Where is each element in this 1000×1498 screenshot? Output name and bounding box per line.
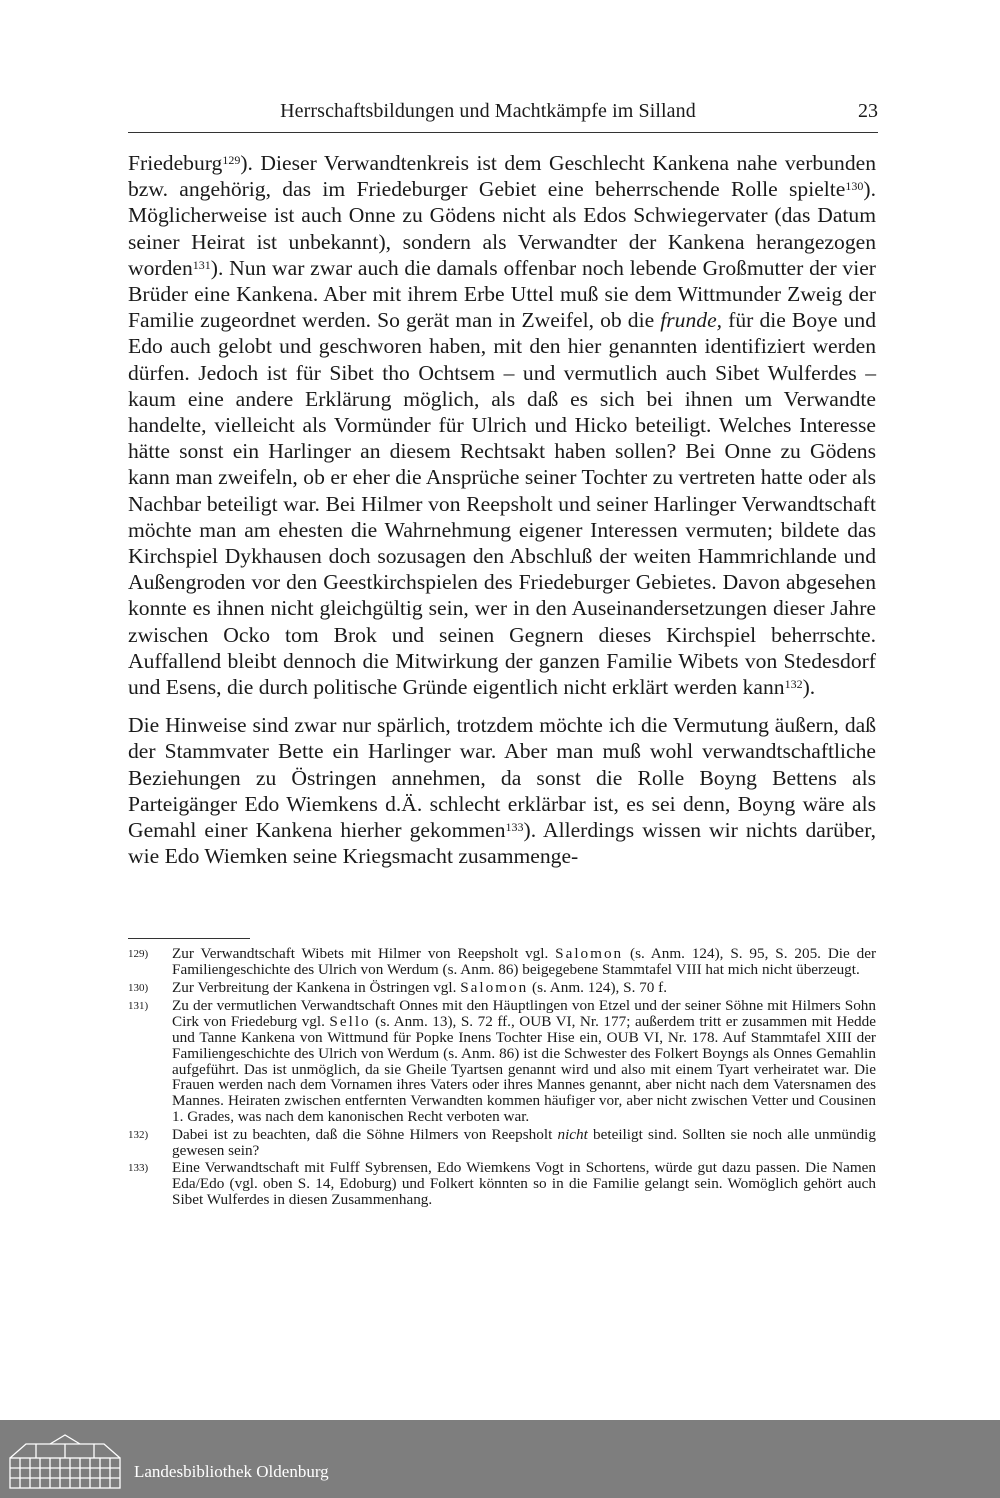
footnote-ref-132: 132 <box>784 677 803 692</box>
italic-term-nicht: nicht <box>557 1125 588 1143</box>
footnote-number: 129) <box>128 948 149 960</box>
footnote-ref-133: 133 <box>505 820 524 835</box>
footnote-131: 131) Zu der vermutlichen Verwandtschaft Onnes mit den Häuptlingen von Etzel und der seiner Söhne mit Hilmers Sohn Cirk von Friedeburg vgl. Sello (s. Anm. 13), S. 72 ff., OUB VI, Nr. 177; außerdem tritt er zusammen mit Hedde und Tanne Kankena von Wittmund für Popke Inens Tochter Hise ein, OUB VI, Nr. 178. Auf Stammtafel XIII der Familiengeschichte des Ulrich von Werdum (s. Anm. 86) ist die Schwester des Folkert Boyngs als Onnes Gemahlin aufgeführt. Das ist unmöglich, da sie Gheile Tyartsen genannt wird und also mit einem Tyart verheiratet war. Die Frauen werden nach dem Vornamen ihres Vaters oder ihres Mannes genannt, aber nicht nach dem Vatersnamen des Mannes. Heiraten zwischen entfernten Verwandten kommen häufiger vor, aber nicht zwischen Vetter und Cousinen 1. Grades, was nach dem kanonischen Recht verboten war. <box>128 997 876 1125</box>
footnote-129: 129) Zur Verwandtschaft Wibets mit Hilmer von Reepsholt vgl. Salomon (s. Anm. 124), S. 95, S. 205. Die der Familiengeschichte des Ulrich von Werdum (s. Anm. 86) beigegebene Stammtafel VIII hat mich nicht überzeugt. <box>128 945 877 978</box>
author-name: Sello <box>329 1013 371 1031</box>
running-header <box>128 98 878 133</box>
footnotes <box>128 946 876 1210</box>
footnote-130: 130) Zur Verbreitung der Kankena in Östringen vgl. Salomon (s. Anm. 124), S. 70 f. <box>128 978 668 996</box>
running-title: Herrschaftsbildungen und Machtkämpfe im Silland <box>280 100 696 122</box>
author-name: Salomon <box>555 945 624 962</box>
footnote-number: 133) <box>128 1162 149 1175</box>
page-number: 23 <box>858 100 878 122</box>
footnote-separator <box>128 938 250 939</box>
library-name: Landesbibliothek Oldenburg <box>134 1462 329 1481</box>
footnote-number: 131) <box>128 1000 149 1013</box>
library-building-icon <box>6 1434 124 1490</box>
main-text <box>128 150 876 869</box>
footnote-number: 130) <box>128 981 149 994</box>
author-name: Salomon <box>460 978 529 996</box>
footnote-ref-131: 131 <box>192 257 211 272</box>
paragraph-2: Die Hinweise sind zwar nur spärlich, trotzdem möchte ich die Vermutung äußern, daß der Stammvater Bette ein Harlinger war. Aber man muß wohl verwandtschaftliche Beziehungen zu Östringen annehmen, da sonst die Rolle Boyng Bettens als Parteigänger Edo Wiemkens d.Ä. schlecht erklärbar ist, es sei denn, Boyng wäre als Gemahl einer Kankena hierher gekommen$^{133}$). Allerdings wissen wir nichts darüber, wie Edo Wiemken seine Kriegsmacht zusammenge- <box>128 713 876 869</box>
paragraph-1: Friedeburg$^{129}$). Dieser Verwandtenkreis ist dem Geschlecht Kankena nahe verbunden bzw. angehörig, das im Friedeburger Gebiet eine beherrschende Rolle spielte$^{130}$). Möglicherweise ist auch Onne zu Gödens nicht als Edos Schwiegervater (das Datum seiner Heirat ist unbekannt), sondern als Verwandter der Kankena herangezogen worden$^{131}$). Nun war zwar auch die damals offenbar noch lebende Großmutter der vier Brüder eine Kankena. Aber mit ihrem Erbe Uttel muß sie dem Wittmunder Zweig der Familie zugeordnet werden. So gerät man in Zweifel, ob die frunde, für die Boye und Edo auch gelobt und geschworen haben, mit den hier genannten identifiziert werden dürfen. Jedoch ist für Sibet tho Ochtsem – und vermutlich auch Sibet Wulferdes – kaum eine andere Erklärung möglich, als daß es sich bei ihnen um Verwandte handelte, vielleicht als Vormünder für Ulrich und Hicko beteiligt. Welches Interesse hätte sonst ein Harlinger an diesem Rechtsakt haben sollen? Bei Onne zu Gödens kann man zweifeln, ob er eher die Ansprüche seiner Tochter zu vertreten hatte oder als Nachbar beteiligt war. Bei Hilmer von Reepsholt und seiner Harlinger Verwandtschaft möchte man am ehesten die Wahrnehmung eigener Interessen vermuten; bildete das Kirchspiel Dykhausen doch sozusagen den Abschluß der weiten Hammrichlande und Außengroden vor den Geestkirchspielen des Friedeburger Gebietes. Davon abgesehen konnte es ihnen nicht gleichgültig sein, wer in den Auseinandersetzungen dieser Jahre zwischen Ocko tom Brok und seinen Gegnern dieses Kirchspiel beherrschte. Auffallend bleibt dennoch die Mitwirkung der ganzen Familie Wibets von Stedesdorf und Esens, die durch politische Gründe eigentlich nicht erklärt werden kann$^{132}$). <box>128 151 876 700</box>
library-footer-bar <box>0 1420 1000 1498</box>
footnote-ref-129: 129 <box>222 153 241 167</box>
footnote-133: 133) Eine Verwandtschaft mit Fulff Sybrensen, Edo Wiemkens Vogt in Schortens, würde gut dazu passen. Die Namen Eda/Edo (vgl. oben S. 14, Edoburg) und Folkert könnten so in die Familie gelangt sein. Womöglich gehört auch Sibet Wulferdes in diesen Zusammenhang. <box>128 1159 876 1208</box>
footnote-number: 132) <box>128 1128 149 1141</box>
footnote-132: 132) Dabei ist zu beachten, daß die Söhne Hilmers von Reepsholt nicht beteiligt sind. Sollten sie noch alle unmündig gewesen sein? <box>128 1125 876 1159</box>
footnote-ref-130: 130 <box>845 179 864 194</box>
italic-term-frunde: frunde, <box>660 308 723 333</box>
